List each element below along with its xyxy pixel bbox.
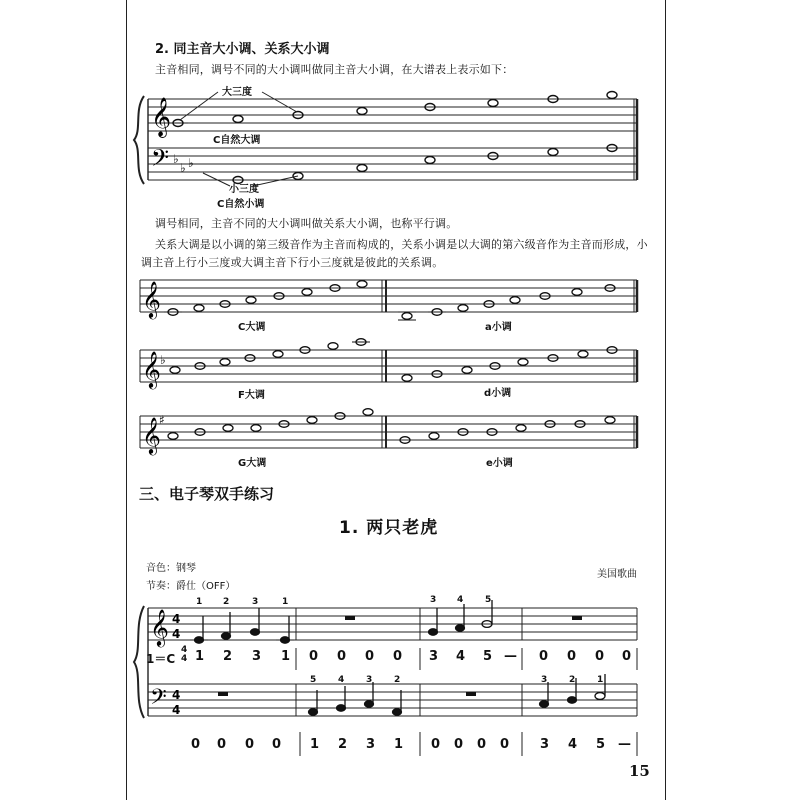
relative-keys-paragraph: 调号相同，主音不同的大小调叫做关系大小调，也称平行调。	[155, 217, 458, 230]
jianpu-lower-note: 0	[217, 737, 227, 752]
flat-icon: ♭	[160, 353, 166, 367]
jianpu-lower-note: 0	[454, 737, 464, 752]
intro-paragraph: 主音相同，调号不同的大小调叫做同主音大小调，在大谱表上表示如下：	[155, 63, 514, 76]
svg-text:3: 3	[252, 597, 259, 607]
minor-third-label: 小三度	[229, 184, 259, 195]
e-minor-label: e小调	[486, 458, 513, 469]
jianpu-upper-note: 5	[483, 649, 493, 664]
jianpu-upper-note: 0	[365, 649, 375, 664]
jianpu-lower-note: 1	[394, 737, 404, 752]
svg-text:3: 3	[541, 675, 548, 685]
sharp-icon: ♯	[159, 413, 165, 427]
f-major-label: F大调	[238, 390, 265, 401]
svg-text:4: 4	[172, 703, 181, 717]
jianpu-upper-note: 3	[429, 649, 439, 664]
jianpu-lower-note: 0	[191, 737, 201, 752]
jianpu-upper-dash: —	[504, 649, 517, 664]
svg-text:2: 2	[394, 675, 401, 685]
g-major-label: G大调	[238, 458, 267, 469]
major-third-label: 大三度	[222, 87, 252, 98]
relative-keys-explanation-1: 关系大调是以小调的第三级音作为主音而构成的，关系小调是以大调的第六级音作为主音而形成，小	[155, 238, 648, 251]
jianpu-lower-note: 0	[272, 737, 282, 752]
svg-text:4: 4	[172, 688, 181, 702]
svg-text:2: 2	[223, 597, 230, 607]
c-major-label: C大调	[238, 322, 266, 333]
jianpu-lower-note: 5	[596, 737, 606, 752]
bass-clef-icon: 𝄢	[150, 685, 167, 715]
svg-text:2: 2	[569, 675, 576, 685]
svg-text:𝄞: 𝄞	[142, 416, 161, 454]
jianpu-upper-note: 3	[252, 649, 262, 664]
timbre-setting: 音色：钢琴	[146, 563, 196, 574]
svg-text:1: 1	[282, 597, 289, 607]
svg-text:3: 3	[366, 675, 373, 685]
jianpu-lower-note: 2	[338, 737, 348, 752]
jianpu-lower-note: 3	[366, 737, 376, 752]
jianpu-upper-note: 0	[567, 649, 577, 664]
relative-keys-explanation-2: 调主音上行小三度或大调主音下行小三度就是彼此的关系调。	[141, 256, 444, 269]
svg-text:4: 4	[457, 595, 464, 605]
jianpu-upper-note: 0	[622, 649, 632, 664]
c-natural-major-label: C自然大调	[213, 135, 261, 146]
jianpu-time-signature: 4 4	[181, 645, 188, 664]
jianpu-upper-note: 0	[539, 649, 549, 664]
song-origin: 美国歌曲	[597, 569, 637, 580]
c-natural-minor-label: C自然小调	[217, 199, 265, 210]
jianpu-lower-dash: —	[618, 737, 631, 752]
treble-clef-icon: 𝄞	[150, 608, 169, 646]
svg-text:♭: ♭	[188, 156, 194, 170]
key-label: 1＝C	[146, 652, 176, 666]
d-minor-label: d小调	[484, 388, 512, 399]
bass-clef-icon: 𝄢	[151, 144, 170, 177]
time-signature-top: 4	[172, 612, 181, 626]
svg-text:𝄞: 𝄞	[142, 350, 161, 388]
jianpu-upper-note: 0	[393, 649, 403, 664]
jianpu-lower-note: 4	[568, 737, 578, 752]
brace-icon	[134, 606, 144, 718]
section-three-heading: 三、电子琴双手练习	[139, 485, 275, 503]
jianpu-lower-note: 0	[500, 737, 510, 752]
jianpu-lower-note: 1	[310, 737, 320, 752]
svg-text:1: 1	[597, 675, 604, 685]
song-title: 1. 两只老虎	[339, 518, 439, 538]
jianpu-upper-note: 0	[309, 649, 319, 664]
time-signature-bottom: 4	[172, 627, 181, 641]
jianpu-upper-note: 0	[595, 649, 605, 664]
section-heading: 2. 同主音大小调、关系大小调	[155, 42, 330, 57]
jianpu-upper-note: 2	[223, 649, 233, 664]
jianpu-lower-note: 3	[540, 737, 550, 752]
jianpu-upper-note: 0	[337, 649, 347, 664]
rhythm-setting: 节奏：爵仕（OFF）	[146, 581, 236, 592]
svg-text:3: 3	[430, 595, 437, 605]
svg-text:𝄞: 𝄞	[142, 280, 161, 318]
jianpu-upper-note: 1	[195, 649, 205, 664]
jianpu-lower-note: 0	[477, 737, 487, 752]
svg-text:5: 5	[485, 595, 492, 605]
svg-text:1: 1	[196, 597, 203, 607]
a-minor-label: a小调	[485, 322, 512, 333]
svg-text:5: 5	[310, 675, 317, 685]
jianpu-lower-note: 0	[245, 737, 255, 752]
treble-clef-icon: 𝄞	[151, 97, 172, 137]
jianpu-upper-note: 4	[456, 649, 466, 664]
page-number: 15	[629, 762, 650, 780]
svg-text:4: 4	[338, 675, 345, 685]
jianpu-upper-note: 1	[281, 649, 291, 664]
svg-text:♭: ♭	[180, 161, 186, 175]
jianpu-lower-note: 0	[431, 737, 441, 752]
flat-icon: ♭	[173, 152, 179, 166]
